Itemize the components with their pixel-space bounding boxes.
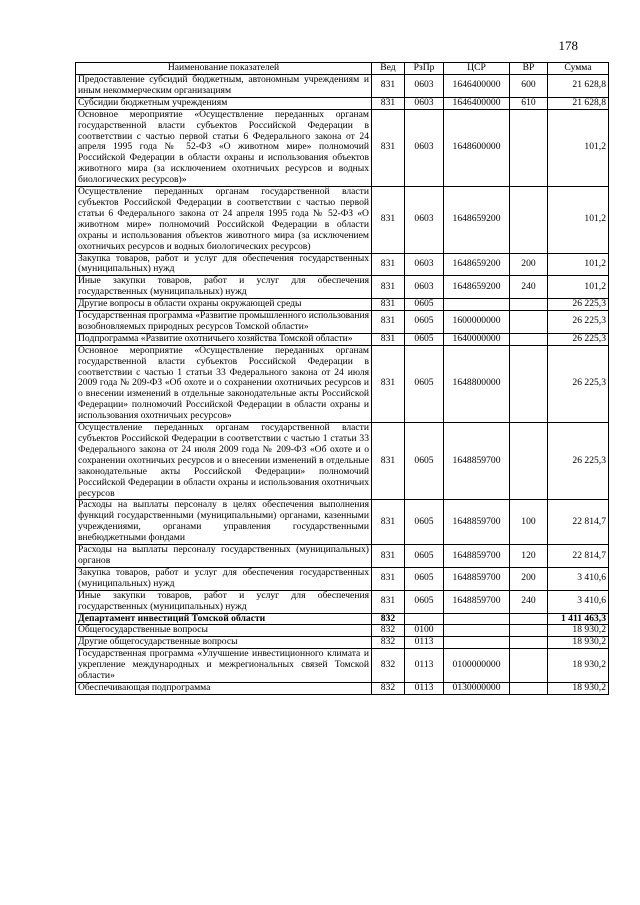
row-csr: 1648800000 [444,345,510,422]
row-rzpr: 0113 [405,637,444,649]
row-name: Иные закупки товаров, работ и услуг для обеспечения государственных (муниципальных) нужд [76,590,372,613]
row-ved: 831 [372,345,405,422]
row-rzpr: 0605 [405,333,444,345]
row-csr: 1600000000 [444,311,510,334]
row-rzpr: 0603 [405,109,444,186]
row-name: Расходы на выплаты персоналу государственных (муниципальных) органов [76,545,372,568]
row-name: Общегосударственные вопросы [76,625,372,637]
row-sum: 101,2 [548,276,609,299]
row-rzpr: 0603 [405,75,444,98]
row-csr: 1648600000 [444,109,510,186]
row-vr [510,682,548,694]
row-csr: 1648859700 [444,567,510,590]
row-sum: 22 814,7 [548,545,609,568]
row-csr [444,613,510,625]
row-vr: 600 [510,75,548,98]
table-row [76,625,609,637]
row-ved: 831 [372,423,405,500]
row-ved: 831 [372,590,405,613]
row-vr [510,109,548,186]
header-sum: Сумма [548,63,609,75]
row-sum: 21 628,8 [548,97,609,109]
row-name: Другие вопросы в области охраны окружающей среды [76,299,372,311]
row-rzpr: 0605 [405,311,444,334]
row-sum: 26 225,3 [548,423,609,500]
table-row [76,613,609,625]
row-rzpr: 0605 [405,545,444,568]
row-rzpr: 0605 [405,299,444,311]
row-csr: 1648859700 [444,500,510,545]
row-name: Иные закупки товаров, работ и услуг для обеспечения государственных (муниципальных) нужд [76,276,372,299]
budget-table [75,62,609,695]
row-rzpr: 0603 [405,276,444,299]
table-row [76,649,609,683]
row-name: Государственная программа «Улучшение инвестиционного климата и укрепление международных и межрегиональных связей Томской области» [76,649,372,683]
row-ved: 831 [372,299,405,311]
row-name: Подпрограмма «Развитие охотничьего хозяйства Томской области» [76,333,372,345]
row-sum: 1 411 463,3 [548,613,609,625]
header-vr: ВР [510,63,548,75]
row-vr: 100 [510,500,548,545]
row-name: Предоставление субсидий бюджетным, автономным учреждениям и иным некоммерческим организациям [76,75,372,98]
row-sum: 18 930,2 [548,649,609,683]
row-rzpr: 0100 [405,625,444,637]
header-name: Наименование показателей [76,63,372,75]
row-rzpr: 0603 [405,253,444,276]
row-sum: 21 628,8 [548,75,609,98]
row-csr: 1648659200 [444,187,510,253]
row-name: Закупка товаров, работ и услуг для обеспечения государственных (муниципальных) нужд [76,253,372,276]
row-ved: 832 [372,625,405,637]
row-ved: 832 [372,637,405,649]
row-vr [510,649,548,683]
table-row [76,299,609,311]
table-row [76,345,609,422]
row-csr: 0100000000 [444,649,510,683]
row-name: Основное мероприятие «Осуществление переданных органам государственной власти субъектов Российской Федерации в соответствии с частью 1 статьи 33 Федерального закона от 24 июля 2009 года № 209-ФЗ «Об охоте и о сохранении охотничьих ресурсов и о внесении изменений в отдельные законодательные акты Российской Федерации» полномочий Российской Федерации в области охраны и использования охотничьих ресурсов» [76,345,372,422]
table-row [76,276,609,299]
row-csr: 1648659200 [444,276,510,299]
header-ved: Вед [372,63,405,75]
table-header-row [76,63,609,75]
row-csr: 1648859700 [444,423,510,500]
row-csr: 1640000000 [444,333,510,345]
row-csr [444,625,510,637]
row-vr [510,333,548,345]
row-rzpr: 0605 [405,590,444,613]
table-row [76,75,609,98]
table-row [76,545,609,568]
row-ved: 831 [372,545,405,568]
table-row [76,253,609,276]
row-ved: 831 [372,567,405,590]
row-sum: 22 814,7 [548,500,609,545]
row-csr: 1648659200 [444,253,510,276]
row-rzpr: 0113 [405,682,444,694]
row-sum: 18 930,2 [548,682,609,694]
row-vr: 200 [510,253,548,276]
row-ved: 832 [372,613,405,625]
row-csr [444,637,510,649]
row-ved: 832 [372,649,405,683]
row-name: Расходы на выплаты персоналу в целях обеспечения выполнения функций государственными (муниципальными) органами, казенными учреждениями, органами управления государственными внебюджетными фондами [76,500,372,545]
row-ved: 831 [372,109,405,186]
table-row [76,423,609,500]
row-sum: 101,2 [548,109,609,186]
row-ved: 831 [372,97,405,109]
row-name: Государственная программа «Развитие промышленного использования возобновляемых природных ресурсов Томской области» [76,311,372,334]
row-ved: 832 [372,682,405,694]
row-rzpr [405,613,444,625]
row-sum: 18 930,2 [548,637,609,649]
row-ved: 831 [372,333,405,345]
row-rzpr: 0605 [405,423,444,500]
row-ved: 831 [372,253,405,276]
row-vr [510,345,548,422]
row-name: Осуществление переданных органам государственной власти субъектов Российской Федерации в соответствии с частью первой статьи 6 Федерального закона от 24 апреля 1995 года № 52-ФЗ «О животном мире» полномочий Российской Федерации в области охраны и использования объектов животного мира (за исключением охотничьих ресурсов и водных биологических ресурсов) [76,187,372,253]
row-csr: 1646400000 [444,75,510,98]
row-name: Субсидии бюджетным учреждениям [76,97,372,109]
row-rzpr: 0605 [405,500,444,545]
table-row [76,637,609,649]
row-sum: 3 410,6 [548,590,609,613]
row-vr [510,299,548,311]
row-sum: 26 225,3 [548,345,609,422]
table-row [76,109,609,186]
table-row [76,682,609,694]
row-csr: 1646400000 [444,97,510,109]
table-row [76,187,609,253]
row-csr: 0130000000 [444,682,510,694]
row-vr: 200 [510,567,548,590]
row-vr [510,423,548,500]
row-vr [510,187,548,253]
row-csr: 1648859700 [444,590,510,613]
page-number: 178 [558,38,578,53]
row-csr: 1648859700 [444,545,510,568]
row-rzpr: 0113 [405,649,444,683]
table-row [76,97,609,109]
table-row [76,311,609,334]
row-ved: 831 [372,311,405,334]
row-rzpr: 0605 [405,567,444,590]
row-sum: 101,2 [548,187,609,253]
row-vr [510,637,548,649]
table-row [76,500,609,545]
row-name: Закупка товаров, работ и услуг для обеспечения государственных (муниципальных) нужд [76,567,372,590]
row-sum: 3 410,6 [548,567,609,590]
row-ved: 831 [372,75,405,98]
row-rzpr: 0605 [405,345,444,422]
row-name: Другие общегосударственные вопросы [76,637,372,649]
row-vr: 610 [510,97,548,109]
row-name: Основное мероприятие «Осуществление переданных органам государственной власти субъектов Российской Федерации в соответствии с частью первой статьи 6 Федерального закона от 24 апреля 1995 года № 52-ФЗ «О животном мире» полномочий Российской Федерации в области охраны и использования объектов животного мира (за исключением охотничьих ресурсов и водных биологических ресурсов)» [76,109,372,186]
row-name: Департамент инвестиций Томской области [76,613,372,625]
row-rzpr: 0603 [405,187,444,253]
row-vr: 240 [510,276,548,299]
row-vr [510,625,548,637]
row-ved: 831 [372,500,405,545]
row-sum: 26 225,3 [548,311,609,334]
row-csr [444,299,510,311]
row-sum: 101,2 [548,253,609,276]
header-rzpr: РзПр [405,63,444,75]
row-ved: 831 [372,276,405,299]
row-vr: 120 [510,545,548,568]
row-sum: 26 225,3 [548,299,609,311]
table-row [76,567,609,590]
row-vr: 240 [510,590,548,613]
row-sum: 26 225,3 [548,333,609,345]
table-row [76,333,609,345]
row-rzpr: 0603 [405,97,444,109]
row-vr [510,613,548,625]
table-row [76,590,609,613]
row-sum: 18 930,2 [548,625,609,637]
row-ved: 831 [372,187,405,253]
row-name: Осуществление переданных органам государственной власти субъектов Российской Федерации в соответствии с частью 1 статьи 33 Федерального закона от 24 июля 2009 года № 209-ФЗ «Об охоте и о сохранении охотничьих ресурсов и о внесении изменений в отдельные законодательные акты Российской Федерации» полномочий Российской Федерации в области охраны и использования охотничьих ресурсов [76,423,372,500]
row-vr [510,311,548,334]
row-name: Обеспечивающая подпрограмма [76,682,372,694]
header-csr: ЦСР [444,63,510,75]
